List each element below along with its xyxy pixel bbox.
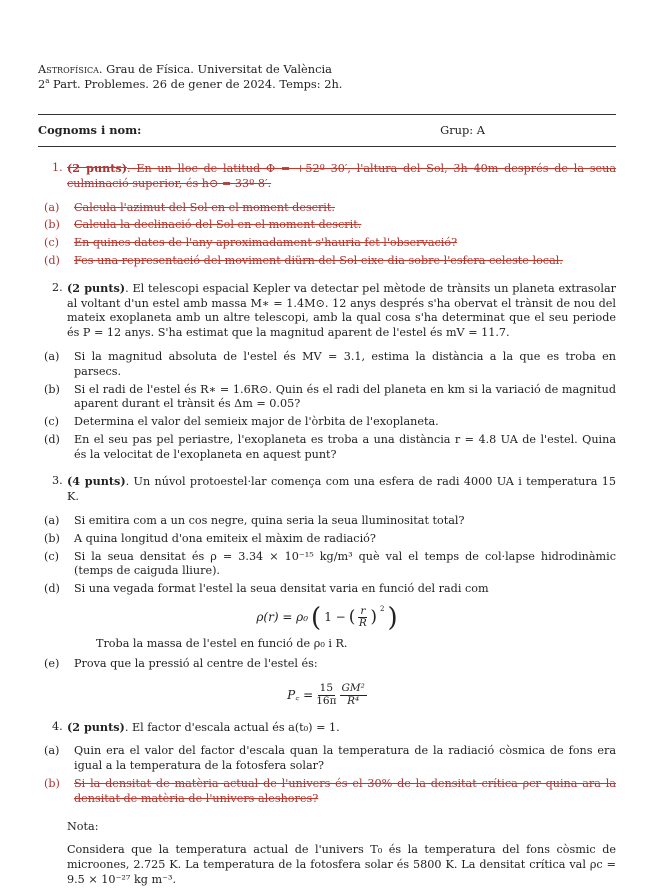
mass-instruction: Troba la massa de l'estel en funció de ρ₀ i R.: [96, 636, 348, 650]
item-text: Calcula la declinació del Sol en el moment descrit.: [74, 218, 362, 232]
note-title: Nota:: [67, 820, 99, 834]
course-name: Astrofísica: [38, 62, 99, 76]
item-label: (b): [44, 218, 60, 232]
question-4: [38, 720, 616, 736]
list-item: [38, 201, 616, 216]
group-label: Grup: A: [440, 123, 485, 138]
item-text: Si la magnitud absoluta de l'estel és MV = 3.1, estima la distància a la que es troba en parsecs.: [74, 349, 616, 378]
exam-info: [38, 77, 616, 92]
inner-paren-close: ): [370, 607, 378, 628]
equation-lhs: P꜀ =: [287, 687, 314, 702]
item-label: (a): [44, 744, 60, 758]
item-text: Quin era el valor del factor d'escala quan la temperatura de la radiació còsmica de fons era igual a la temperatura de la fotosfera solar?: [74, 744, 616, 773]
item-text: Si la densitat de matèria actual de l'univers és el 30% de la densitat crítica ρcr quina ara la densitat de matèria de l'univers aleshores?: [74, 776, 616, 805]
paren-open: (: [311, 602, 322, 633]
question-points: (2 punts): [67, 719, 125, 734]
item-text: En quines dates de l'any aproximadament s'hauria fet l'observació?: [74, 236, 458, 250]
fraction-denominator: 16π: [316, 695, 337, 707]
question-3-items: [38, 514, 616, 597]
density-equation: ρ(r) = ρ₀ ( 1 − ( $\frac{r}{R}$ ) $^2$ ): [256, 602, 398, 633]
item-label: (b): [44, 531, 60, 545]
item-text: A quina longitud d'ona emiteix el màxim de radiació?: [74, 531, 376, 545]
question-text: . El factor d'escala actual és a(t₀) = 1.: [124, 720, 340, 734]
list-item: [38, 777, 616, 807]
divider-bottom: [38, 146, 616, 147]
pressure-equation: [38, 683, 616, 707]
paren-close: ): [387, 602, 398, 633]
list-item: [38, 514, 616, 529]
list-item: [38, 383, 616, 413]
list-item: [38, 254, 616, 269]
question-points: (2 punts): [67, 161, 128, 176]
fraction-numerator: 15: [319, 682, 334, 695]
note-body: Considera que la temperatura actual de l'univers T₀ és la temperatura del fons còsmic de microones, 2.725 K. La temperatura de la fotosfera solar és 5800 K. La densitat crítica val ρc = 9.5 × 10⁻²⁷ kg m⁻³.: [67, 843, 616, 886]
question-text: . En un lloc de latitud Φ = +52º 30′, l'altura del Sol, 3h 40m després de la seua culminació superior, és h⊙ = 33º 8′.: [67, 162, 616, 190]
question-text: . El telescopi espacial Kepler va detectar pel mètode de trànsits un planeta extrasolar al voltant d'un estel amb massa M∗ = 1.4M⊙. 12 anys després s'ha obervat el trànsit de nou del mateix exoplaneta amb un altre telescopi, amb la qual cosa s'ha determinat que el seu periode és P = 12 anys. S'ha estimat que la magnitud aparent de l'estel és mV = 11.7.: [67, 281, 616, 340]
question-number: 4.: [52, 719, 63, 733]
exam-date-time: Part. Problemes. 26 de gener de 2024. Temps: 2h.: [49, 77, 343, 92]
fraction: [316, 683, 336, 707]
item-label: (c): [44, 236, 59, 250]
question-1-items: [38, 201, 616, 269]
note-section: [38, 820, 616, 887]
inner-paren-open: (: [348, 607, 356, 628]
course-details: . Grau de Física. Universitat de València: [98, 62, 332, 76]
item-text: Fes una representació del moviment diürn del Sol eixe dia sobre l'esfera celeste local.: [74, 254, 563, 268]
fraction: [340, 683, 367, 707]
part-superscript: a: [45, 77, 50, 86]
question-points: (2 punts): [67, 280, 126, 295]
item-label: (e): [44, 656, 60, 670]
list-item: [38, 657, 616, 672]
item-label: (b): [44, 776, 60, 790]
question-points: (4 punts): [67, 474, 126, 489]
item-text: En el seu pas pel periastre, l'exoplaneta es troba a una distància r = 4.8 UA de l'estel. Quina és la velocitat de l'exoplaneta en aquest punt?: [74, 432, 616, 461]
equation-term: 1 −: [324, 609, 346, 624]
equation-lhs: ρ(r) = ρ₀: [256, 609, 309, 624]
exam-page: [38, 62, 616, 888]
list-item: [38, 550, 616, 580]
item-text: Calcula l'azimut del Sol en el moment descrit.: [74, 200, 335, 214]
item-label: (b): [44, 382, 60, 396]
item-text: Prova que la pressió al centre de l'estel és:: [74, 656, 318, 670]
course-header: [38, 62, 616, 77]
name-label: Cognoms i nom:: [38, 123, 142, 138]
item-text: Si emitira com a un cos negre, quina seria la seua lluminositat total?: [74, 513, 465, 527]
question-number: 1.: [52, 161, 63, 175]
item-label: (c): [44, 415, 59, 429]
item-label: (d): [44, 254, 60, 268]
item-text: Si una vegada format l'estel la seua densitat varia en funció del radi com: [74, 582, 489, 596]
question-number: 2.: [52, 280, 63, 294]
list-item: [38, 218, 616, 233]
fraction-numerator: GM²: [341, 682, 365, 695]
fraction-numerator: r: [360, 604, 366, 617]
question-1: [38, 161, 616, 192]
item-text: Determina el valor del semieix major de l'òrbita de l'exoplaneta.: [74, 415, 439, 429]
item-label: (a): [44, 349, 60, 363]
list-item: [38, 433, 616, 463]
question-number: 3.: [52, 474, 63, 488]
fraction-denominator: R: [358, 617, 367, 630]
question-3: [38, 474, 616, 505]
question-2: [38, 281, 616, 341]
item-label: (d): [44, 432, 60, 446]
item-label: (a): [44, 513, 60, 527]
item-text: Si el radi de l'estel és R∗ = 1.6R⊙. Quin és el radi del planeta en km si la variació de magnitud aparent durant el trànsit és Δm = 0.05?: [74, 382, 616, 411]
fraction: [358, 606, 367, 630]
list-item: [38, 236, 616, 251]
question-4-items: [38, 744, 616, 806]
list-item: [38, 350, 616, 380]
name-row: [38, 115, 616, 146]
fraction-denominator: R⁴: [347, 695, 360, 707]
list-item: [38, 532, 616, 547]
list-item: [38, 744, 616, 774]
item-label: (d): [44, 582, 60, 596]
list-item: [38, 415, 616, 430]
item-label: (a): [44, 200, 60, 214]
list-item: [38, 582, 616, 597]
item-label: (c): [44, 549, 59, 563]
question-text: . Un núvol protoestel·lar comença com una esfera de radi 4000 UA i temperatura 15 K.: [67, 475, 616, 504]
item-text: Si la seua densitat és ρ = 3.34 × 10⁻¹⁵ kg/m³ què val el temps de col·lapse hidrodinàmic (temps de caiguda lliure).: [74, 549, 616, 578]
question-2-items: [38, 350, 616, 462]
part-number: 2: [38, 77, 46, 92]
